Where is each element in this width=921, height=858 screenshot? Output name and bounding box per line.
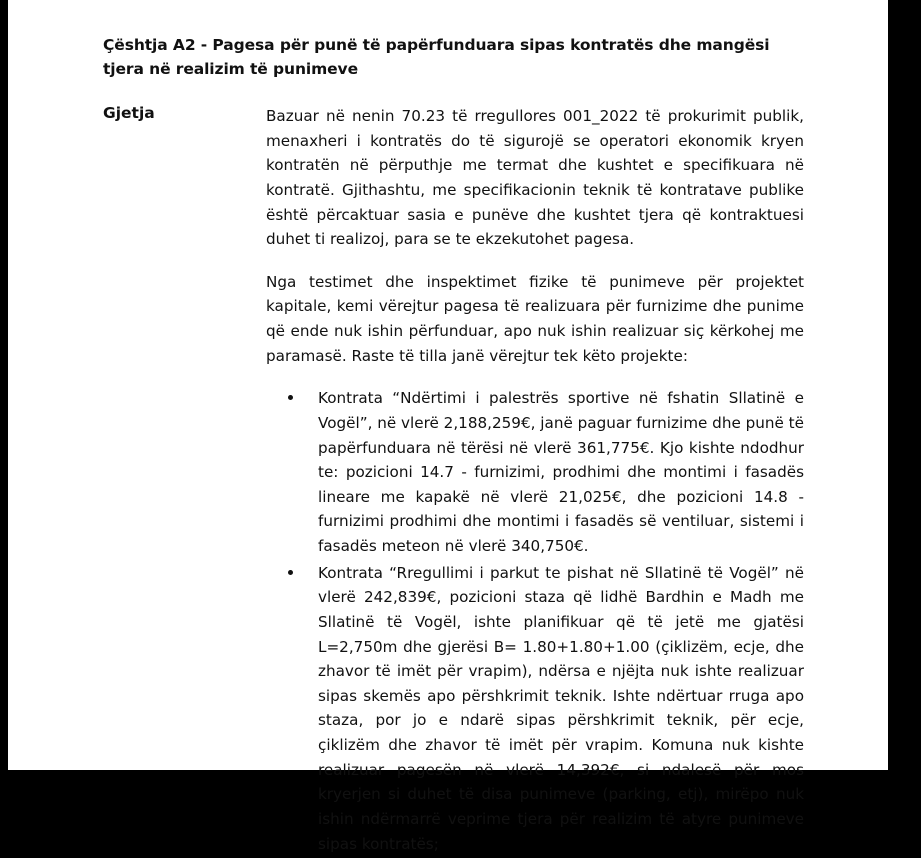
paragraph-1: Bazuar në nenin 70.23 të rregullores 001_2022 të prokurimit publik, menaxheri i kontratës do të sigurojë se operatori ekonomik kryen kontratën në përputhje me termat dhe kushtet e specifikuara në kontratë. Gjithashtu, me specifikacionin teknik të kontratave publike është përcaktuar sasia e punëve dhe kushtet tjera që kontraktuesi duhet ti realizoj, para se te ekzekutohet pagesa. xyxy=(266,107,804,249)
bullet-dot-icon xyxy=(288,570,293,575)
bullet-dot-icon xyxy=(288,395,293,400)
project-list xyxy=(266,386,804,856)
list-item xyxy=(266,386,804,558)
document-page xyxy=(8,0,888,853)
paragraph-2: Nga testimet dhe inspektimet fizike të punimeve për projektet kapitale, kemi vërejtur pagesa të realizuara për furnizime dhe punime që ende nuk ishin përfunduar, apo nuk ishin realizuar siç kërkohej me paramasë. Raste të tilla janë vërejtur tek këto projekte: xyxy=(266,272,804,365)
list-item xyxy=(266,561,804,857)
scroll-gutter[interactable] xyxy=(888,0,921,770)
document-body xyxy=(266,104,804,858)
finding-label: Gjetja xyxy=(103,104,155,122)
page-title: Çështja A2 - Pagesa për punë të papërfunduara sipas kontratës dhe mangësi tjera në realizim të punimeve xyxy=(103,36,770,79)
list-item-text: Kontrata “Rregullimi i parkut te pishat në Sllatinë të Vogël” në vlerë 242,839€, pozicioni staza që lidhë Bardhin e Madh me Sllatinë të Vogël, ishte planifikuar që të jetë me gjatësi L=2,750m dhe gjerësi B= 1.80+1.80+1.00 (çiklizëm, ecje, dhe zhavor të imët për vrapim), ndërsa e njëjta nuk ishte realizuar sipas skemës apo përshkrimit teknik. Ishte ndërtuar rruga apo staza, por jo e ndarë sipas përshkrimit teknik, për ecje, çiklizëm dhe zhavor të imët për vrapim. Komuna nuk kishte realizuar pagesën në vlerë 14,392€, si ndalesë për mos kryerjen si duhet të disa punimeve (parking, etj), mirëpo nuk ishin ndërmarrë veprime tjera për realizim të atyre punimeve sipas kontratës; xyxy=(318,563,804,853)
list-item-text: Kontrata “Ndërtimi i palestrës sportive në fshatin Sllatinë e Vogël”, në vlerë 2,188,259€, janë paguar furnizime dhe punë të papërfunduara në tërësi në vlerë 361,775€. Kjo kishte ndodhur te: pozicioni 14.7 - furnizimi, prodhimi dhe montimi i fasadës lineare me kapakë në vlerë 21,025€, dhe pozicioni 14.8 - furnizimi prodhimi dhe montimi i fasadës së ventiluar, sistemi i fasadës meteon në vlerë 340,750€. xyxy=(318,389,804,555)
